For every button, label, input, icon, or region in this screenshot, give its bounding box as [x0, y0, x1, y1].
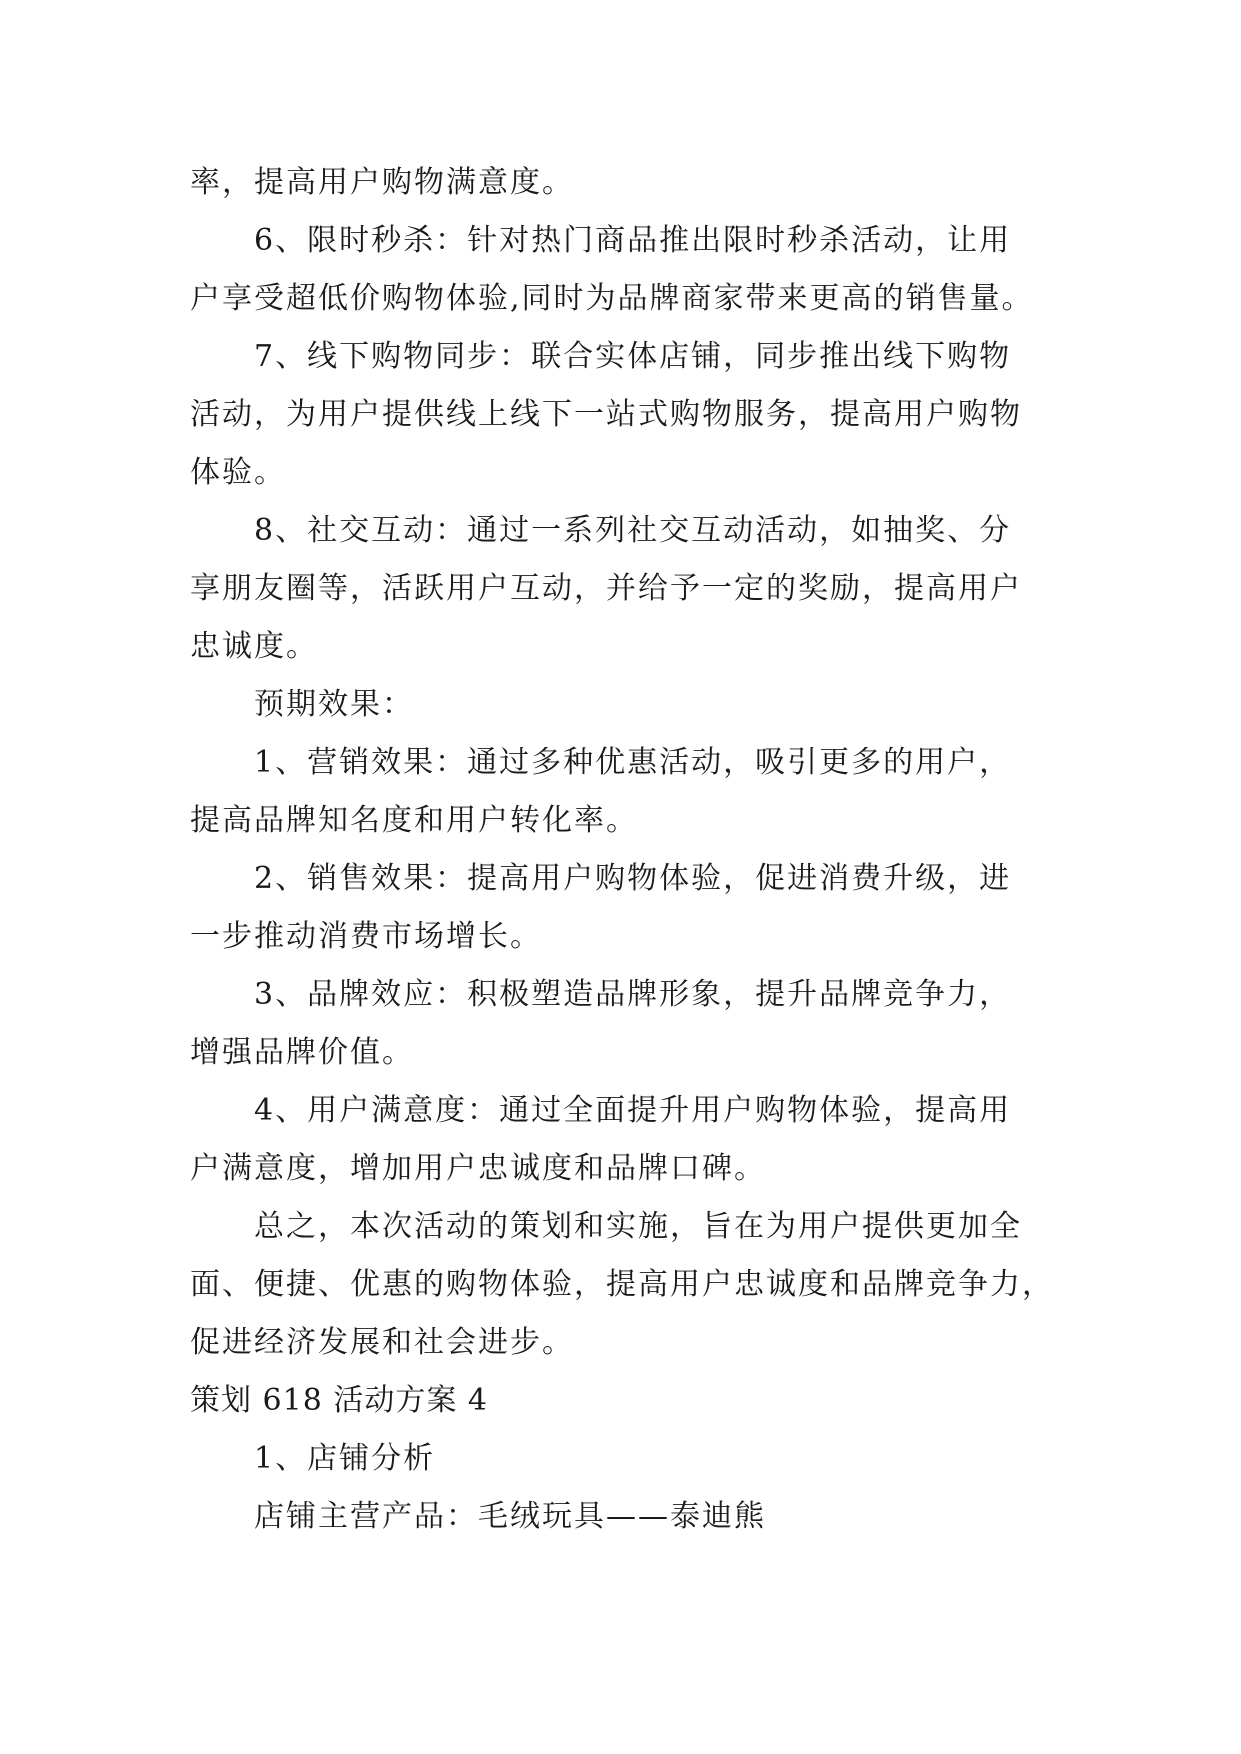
text-line: 8、社交互动：通过一系列社交互动活动，如抽奖、分: [254, 513, 1012, 548]
text-line: 店铺主营产品：毛绒玩具——泰迪熊: [254, 1499, 766, 1534]
text-line: 面、便捷、优惠的购物体验，提高用户忠诚度和品牌竞争力，: [190, 1267, 1054, 1302]
document-body: [190, 154, 1070, 1546]
paragraph: [190, 1430, 1070, 1488]
text-line: 6、限时秒杀：针对热门商品推出限时秒杀活动，让用: [254, 223, 1012, 258]
text-line: 户享受超低价购物体验,同时为品牌商家带来更高的销售量。: [190, 281, 1034, 316]
text-line: 增强品牌价值。: [190, 1035, 414, 1070]
text-line: 4、用户满意度：通过全面提升用户购物体验，提高用: [254, 1093, 1012, 1128]
paragraph: [190, 1082, 1070, 1198]
paragraph: [190, 212, 1070, 328]
text-line: 活动，为用户提供线上线下一站式购物服务，提高用户购物: [190, 397, 1022, 432]
paragraph: [190, 1488, 1070, 1546]
text-line: 1、店铺分析: [254, 1441, 436, 1476]
paragraph: [190, 676, 1070, 734]
text-line: 户满意度，增加用户忠诚度和品牌口碑。: [190, 1151, 766, 1186]
paragraph: [190, 966, 1070, 1082]
text-line: 2、销售效果：提高用户购物体验，促进消费升级，进: [254, 861, 1012, 896]
text-line: 预期效果：: [254, 687, 414, 722]
text-line: 策划 618 活动方案 4: [190, 1383, 488, 1418]
paragraph: [190, 734, 1070, 850]
text-line: 体验。: [190, 455, 286, 490]
paragraph: [190, 154, 1070, 212]
text-line: 提高品牌知名度和用户转化率。: [190, 803, 638, 838]
text-line: 总之，本次活动的策划和实施，旨在为用户提供更加全: [254, 1209, 1022, 1244]
paragraph: [190, 1198, 1070, 1372]
text-line: 促进经济发展和社会进步。: [190, 1325, 574, 1360]
paragraph: [190, 502, 1070, 676]
text-line: 忠诚度。: [190, 629, 318, 664]
text-line: 7、线下购物同步：联合实体店铺，同步推出线下购物: [254, 339, 1012, 374]
text-line: 3、品牌效应：积极塑造品牌形象，提升品牌竞争力，: [254, 977, 1012, 1012]
text-line: 一步推动消费市场增长。: [190, 919, 542, 954]
section-heading: [190, 1372, 1070, 1430]
paragraph: [190, 328, 1070, 502]
text-line: 享朋友圈等，活跃用户互动，并给予一定的奖励，提高用户: [190, 571, 1022, 606]
text-line: 1、营销效果：通过多种优惠活动，吸引更多的用户，: [254, 745, 1012, 780]
text-line: 率，提高用户购物满意度。: [190, 165, 574, 200]
paragraph: [190, 850, 1070, 966]
